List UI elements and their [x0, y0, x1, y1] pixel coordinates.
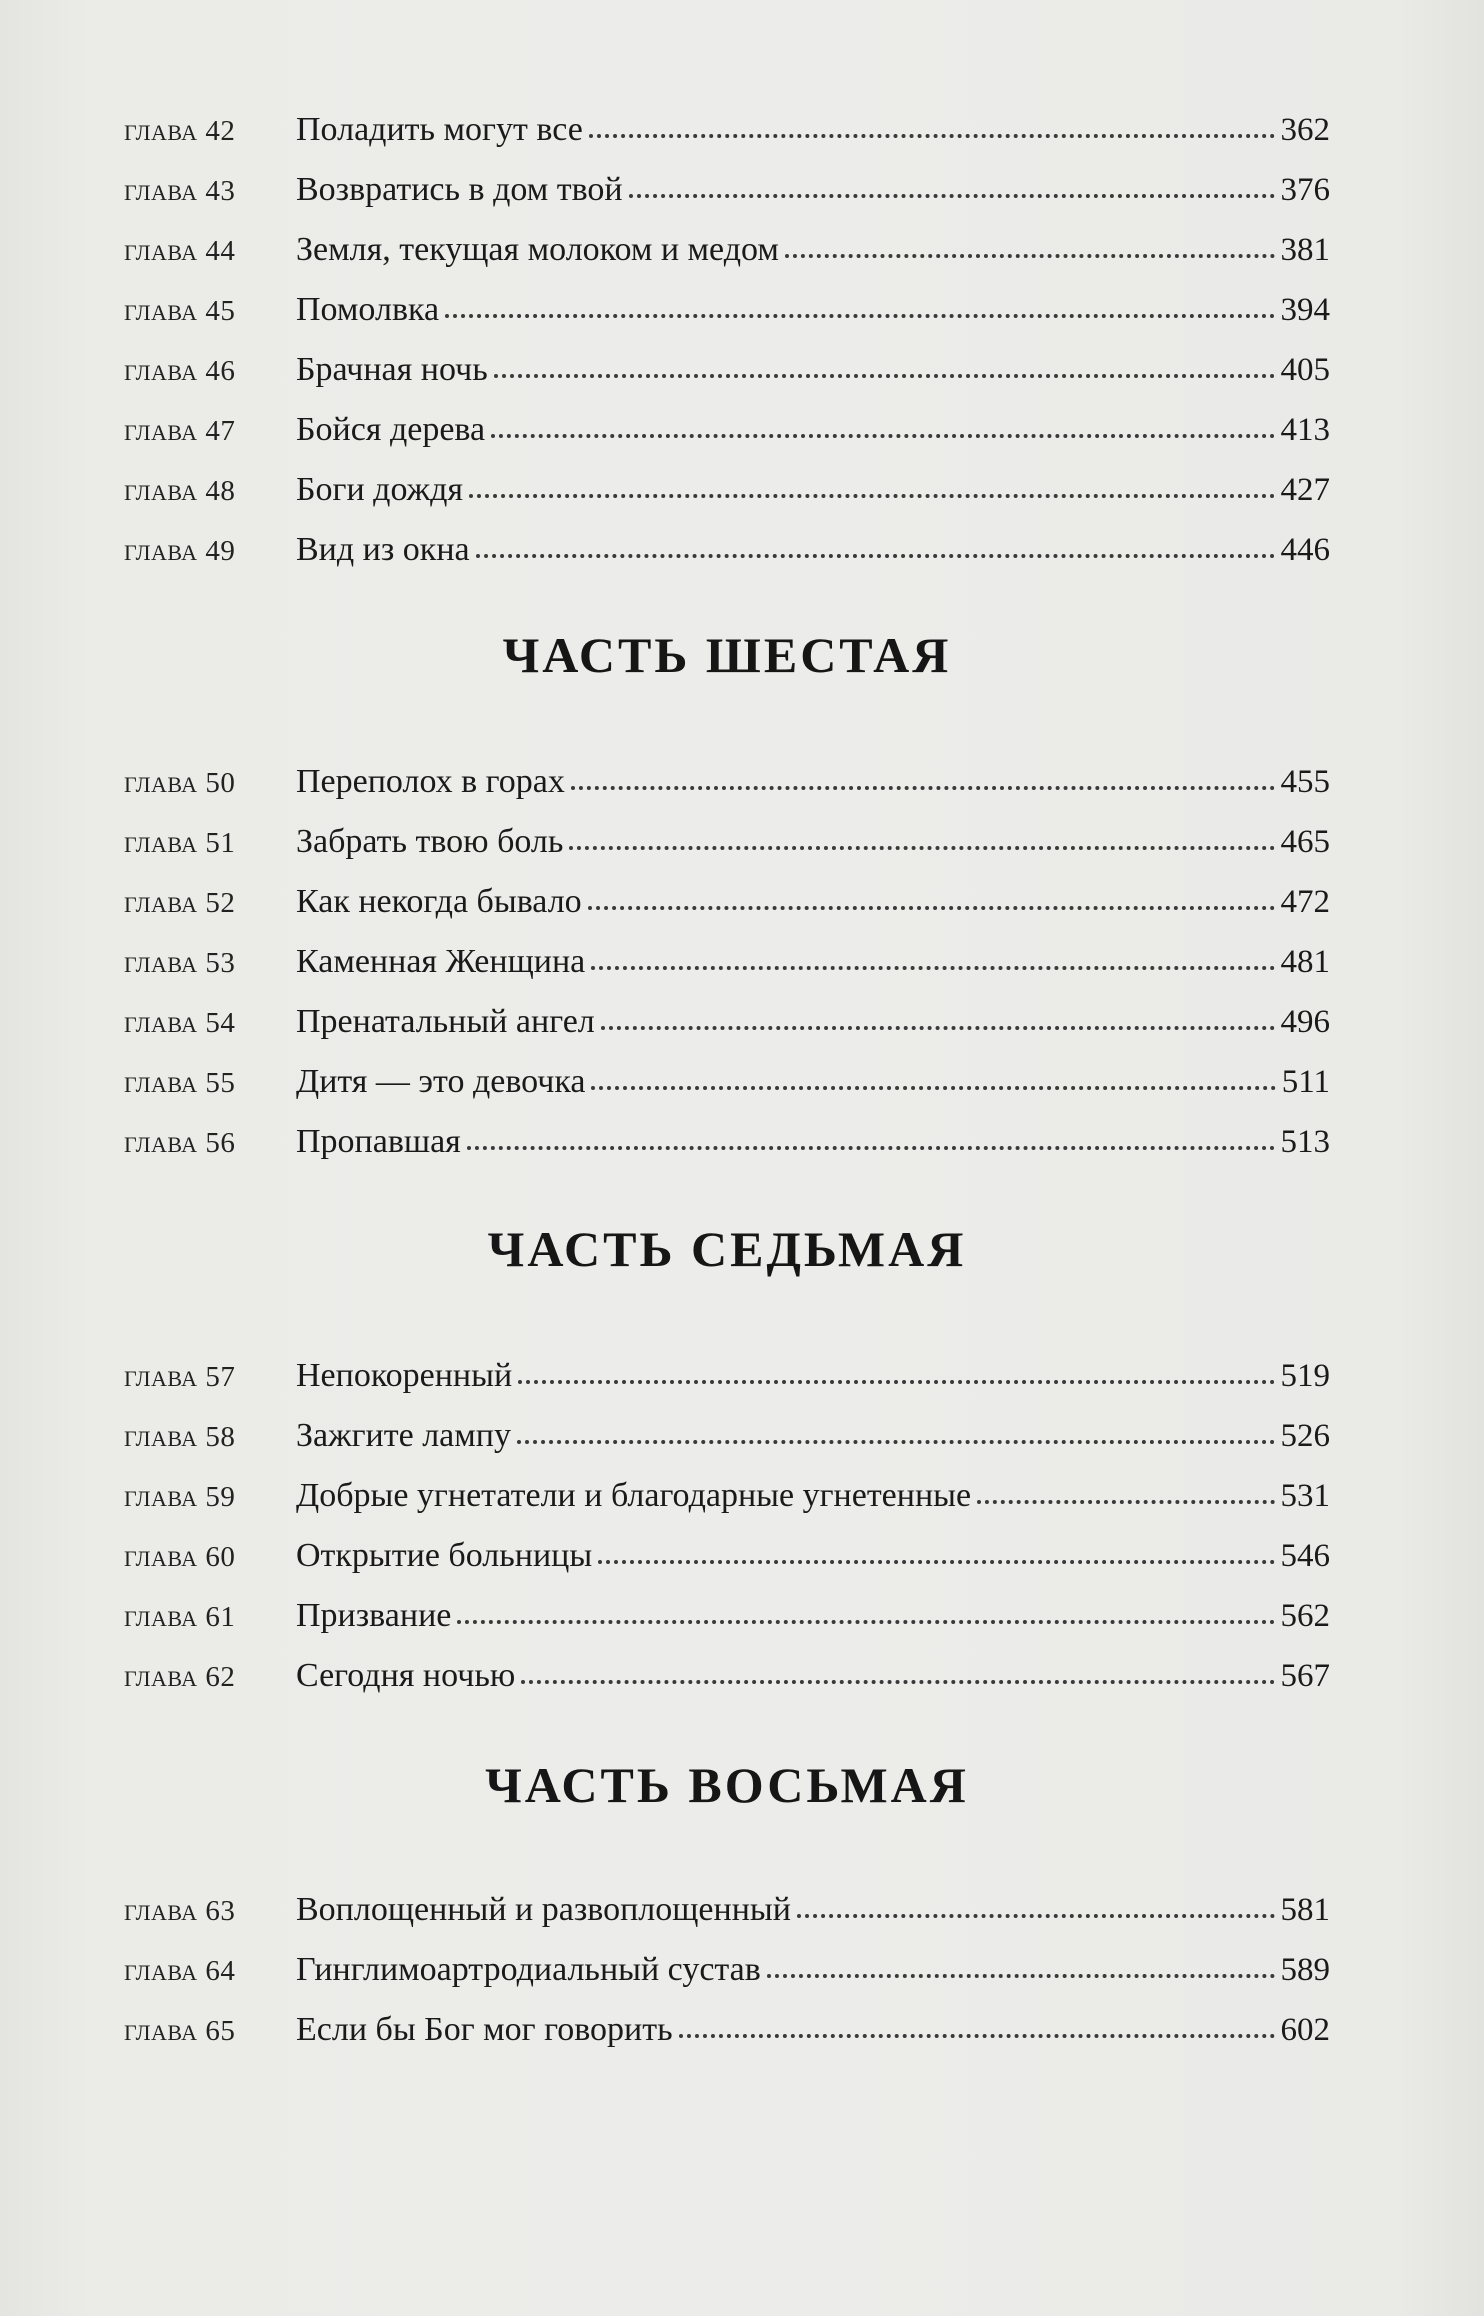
toc-entry — [124, 1406, 1330, 1466]
chapter-word: глава — [124, 2012, 198, 2047]
chapter-number: 59 — [205, 1481, 236, 1513]
chapter-title: Воплощенный и развоплощенный — [296, 1891, 791, 1928]
page-number: 562 — [1280, 1598, 1330, 1634]
toc-entry — [124, 872, 1330, 932]
page-number: 589 — [1280, 1952, 1330, 1988]
page-number: 405 — [1280, 352, 1330, 388]
chapter-title: Призвание — [296, 1597, 452, 1634]
toc-section-part-seven — [124, 1346, 1330, 1706]
chapter-title: Боги дождя — [296, 471, 464, 508]
chapter-number: 61 — [205, 1601, 236, 1633]
dot-leader — [977, 1500, 1274, 1504]
dot-leader — [767, 1974, 1275, 1978]
chapter-label — [124, 1526, 296, 1587]
chapter-word: глава — [124, 884, 198, 919]
chapter-number: 49 — [205, 535, 236, 567]
page-number: 496 — [1280, 1004, 1330, 1040]
toc-entry — [124, 1346, 1330, 1406]
chapter-label — [124, 280, 296, 341]
chapter-title: Каменная Женщина — [296, 943, 586, 980]
chapter-title: Помолвка — [296, 291, 440, 328]
toc-entry — [124, 1880, 1330, 1940]
toc-entry — [124, 1526, 1330, 1586]
dot-leader — [518, 1380, 1274, 1384]
chapter-title: Бойся дерева — [296, 411, 486, 448]
chapter-title: Добрые угнетатели и благодарные угнетенные — [296, 1477, 972, 1514]
dot-leader — [476, 554, 1275, 558]
chapter-title: Гинглимоартродиальный сустав — [296, 1951, 761, 1988]
chapter-word: глава — [124, 232, 198, 267]
chapter-number: 52 — [205, 887, 236, 919]
toc-entry — [124, 1052, 1330, 1112]
chapter-number: 50 — [205, 767, 236, 799]
dot-leader — [445, 314, 1274, 318]
toc-entry — [124, 1646, 1330, 1706]
toc-entry — [124, 400, 1330, 460]
chapter-number: 53 — [205, 947, 236, 979]
page-number: 381 — [1280, 232, 1330, 268]
chapter-label — [124, 1466, 296, 1527]
toc-entry — [124, 100, 1330, 160]
chapter-label — [124, 400, 296, 461]
part-heading-six: ЧАСТЬ ШЕСТАЯ — [502, 627, 952, 683]
chapter-word: глава — [124, 112, 198, 147]
chapter-label — [124, 1940, 296, 2001]
toc-entry — [124, 1940, 1330, 2000]
toc-entry — [124, 520, 1330, 580]
chapter-number: 65 — [205, 2015, 236, 2047]
dot-leader — [588, 906, 1275, 910]
chapter-word: глава — [124, 352, 198, 387]
dot-leader — [797, 1914, 1275, 1918]
page-number: 531 — [1280, 1478, 1330, 1514]
chapter-label — [124, 1880, 296, 1941]
chapter-label — [124, 812, 296, 873]
toc-entry — [124, 1112, 1330, 1172]
chapter-word: глава — [124, 1064, 198, 1099]
chapter-number: 58 — [205, 1421, 236, 1453]
chapter-label — [124, 932, 296, 993]
page-number: 513 — [1280, 1124, 1330, 1160]
toc-entry — [124, 752, 1330, 812]
chapter-title: Как некогда бывало — [296, 883, 582, 920]
chapter-label — [124, 460, 296, 521]
chapter-label — [124, 160, 296, 221]
chapter-title: Зажгите лампу — [296, 1417, 511, 1454]
dot-leader — [571, 786, 1275, 790]
chapter-word: глава — [124, 1124, 198, 1159]
chapter-label — [124, 872, 296, 933]
dot-leader — [598, 1560, 1274, 1564]
dot-leader — [521, 1680, 1274, 1684]
chapter-word: глава — [124, 532, 198, 567]
chapter-word: глава — [124, 1478, 198, 1513]
toc-section-part-five — [124, 100, 1330, 580]
page-number: 465 — [1280, 824, 1330, 860]
dot-leader — [629, 194, 1275, 198]
chapter-number: 47 — [205, 415, 236, 447]
chapter-title: Забрать твою боль — [296, 823, 564, 860]
chapter-label — [124, 1112, 296, 1173]
chapter-title: Пропавшая — [296, 1123, 461, 1160]
chapter-word: глава — [124, 1952, 198, 1987]
chapter-label — [124, 520, 296, 581]
chapter-word: глава — [124, 1358, 198, 1393]
chapter-word: глава — [124, 1892, 198, 1927]
page-number: 362 — [1280, 112, 1330, 148]
page-number: 472 — [1280, 884, 1330, 920]
chapter-number: 63 — [205, 1895, 236, 1927]
page-number: 413 — [1280, 412, 1330, 448]
chapter-title: Дитя — это девочка — [296, 1063, 586, 1100]
chapter-number: 43 — [205, 175, 236, 207]
chapter-title: Пренатальный ангел — [296, 1003, 595, 1040]
part-heading-eight: ЧАСТЬ ВОСЬМАЯ — [485, 1757, 969, 1813]
toc-entry — [124, 932, 1330, 992]
page-number: 481 — [1280, 944, 1330, 980]
chapter-number: 64 — [205, 1955, 236, 1987]
chapter-label — [124, 992, 296, 1053]
dot-leader — [591, 966, 1274, 970]
page-number: 526 — [1280, 1418, 1330, 1454]
chapter-number: 42 — [205, 115, 236, 147]
dot-leader — [601, 1026, 1275, 1030]
chapter-label — [124, 220, 296, 281]
chapter-label — [124, 1646, 296, 1707]
toc-entry — [124, 992, 1330, 1052]
chapter-word: глава — [124, 1658, 198, 1693]
page-number: 519 — [1280, 1358, 1330, 1394]
chapter-title: Поладить могут все — [296, 111, 583, 148]
page-number: 427 — [1280, 472, 1330, 508]
toc-entry — [124, 220, 1330, 280]
chapter-number: 44 — [205, 235, 236, 267]
chapter-title: Переполох в горах — [296, 763, 565, 800]
chapter-title: Если бы Бог мог говорить — [296, 2011, 673, 2048]
toc-entry — [124, 160, 1330, 220]
chapter-number: 54 — [205, 1007, 236, 1039]
dot-leader — [457, 1620, 1274, 1624]
chapter-label — [124, 1586, 296, 1647]
toc-entry — [124, 460, 1330, 520]
toc-entry — [124, 340, 1330, 400]
dot-leader — [679, 2034, 1275, 2038]
chapter-title: Возвратись в дом твой — [296, 171, 623, 208]
toc-entry — [124, 2000, 1330, 2060]
chapter-word: глава — [124, 944, 198, 979]
toc-entry — [124, 1466, 1330, 1526]
chapter-title: Земля, текущая молоком и медом — [296, 231, 779, 268]
toc-entry — [124, 1586, 1330, 1646]
dot-leader — [517, 1440, 1275, 1444]
page-number: 511 — [1281, 1064, 1330, 1100]
chapter-number: 55 — [205, 1067, 236, 1099]
page-number: 581 — [1280, 1892, 1330, 1928]
chapter-label — [124, 340, 296, 401]
dot-leader — [494, 374, 1275, 378]
chapter-title: Открытие больницы — [296, 1537, 593, 1574]
chapter-word: глава — [124, 764, 198, 799]
chapter-number: 45 — [205, 295, 236, 327]
chapter-word: глава — [124, 824, 198, 859]
toc-section-part-eight — [124, 1880, 1330, 2060]
chapter-label — [124, 752, 296, 813]
dot-leader — [467, 1146, 1275, 1150]
chapter-label — [124, 1346, 296, 1407]
dot-leader — [591, 1086, 1275, 1090]
chapter-title: Вид из окна — [296, 531, 470, 568]
chapter-title: Сегодня ночью — [296, 1657, 516, 1694]
chapter-number: 60 — [205, 1541, 236, 1573]
dot-leader — [469, 494, 1274, 498]
chapter-word: глава — [124, 412, 198, 447]
page-number: 567 — [1280, 1658, 1330, 1694]
chapter-number: 57 — [205, 1361, 236, 1393]
chapter-number: 51 — [205, 827, 236, 859]
chapter-word: глава — [124, 1004, 198, 1039]
dot-leader — [785, 254, 1275, 258]
chapter-word: глава — [124, 292, 198, 327]
chapter-label — [124, 2000, 296, 2061]
chapter-number: 48 — [205, 475, 236, 507]
chapter-title: Брачная ночь — [296, 351, 488, 388]
chapter-word: глава — [124, 1418, 198, 1453]
chapter-label — [124, 1052, 296, 1113]
chapter-word: глава — [124, 1538, 198, 1573]
page-number: 446 — [1280, 532, 1330, 568]
chapter-number: 56 — [205, 1127, 236, 1159]
dot-leader — [589, 134, 1275, 138]
chapter-label — [124, 1406, 296, 1467]
page-number: 602 — [1280, 2012, 1330, 2048]
chapter-label — [124, 100, 296, 161]
page-number: 394 — [1280, 292, 1330, 328]
chapter-word: глава — [124, 172, 198, 207]
page-number: 376 — [1280, 172, 1330, 208]
page-number: 546 — [1280, 1538, 1330, 1574]
chapter-number: 46 — [205, 355, 236, 387]
chapter-title: Непокоренный — [296, 1357, 513, 1394]
dot-leader — [569, 846, 1274, 850]
part-heading-seven: ЧАСТЬ СЕДЬМАЯ — [487, 1221, 967, 1277]
dot-leader — [491, 434, 1274, 438]
toc-entry — [124, 812, 1330, 872]
page-number: 455 — [1280, 764, 1330, 800]
toc-section-part-six — [124, 752, 1330, 1172]
chapter-number: 62 — [205, 1661, 236, 1693]
toc-entry — [124, 280, 1330, 340]
chapter-word: глава — [124, 1598, 198, 1633]
chapter-word: глава — [124, 472, 198, 507]
